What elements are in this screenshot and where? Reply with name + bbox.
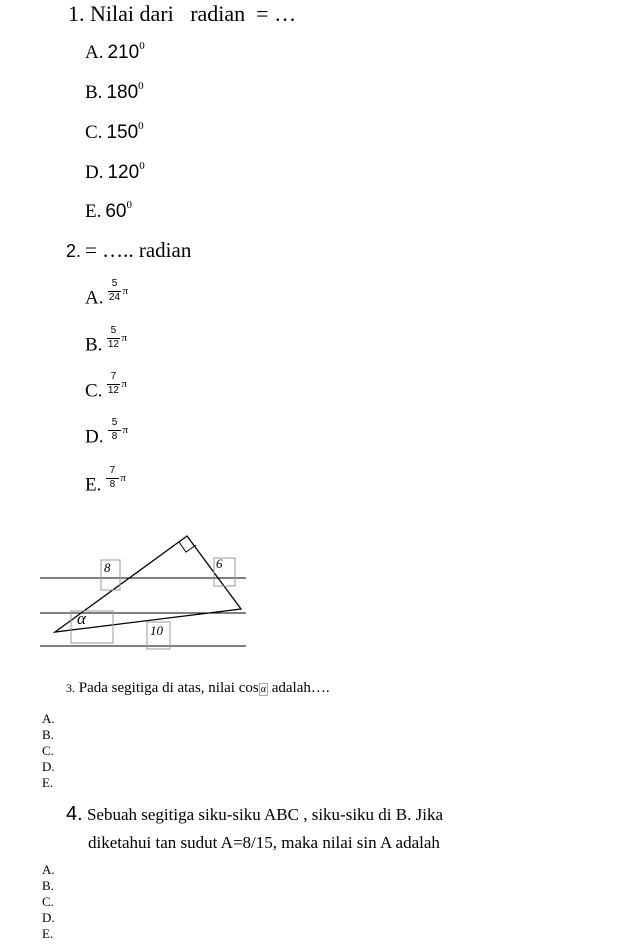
question-4-text-line-2: diketahui tan sudut A=8/15, maka nilai sin A adalah bbox=[88, 833, 440, 852]
numerator: 5 bbox=[110, 325, 117, 336]
degree-mark: 0 bbox=[126, 199, 132, 211]
degree-mark: 0 bbox=[139, 40, 145, 52]
denominator: 12 bbox=[107, 385, 119, 396]
q3-option-c[interactable]: C. bbox=[42, 743, 54, 758]
q1-option-value: 210 bbox=[107, 42, 140, 63]
question-4-line-1 bbox=[66, 803, 443, 826]
q2-option-c[interactable] bbox=[85, 372, 128, 403]
question-3-text: Pada segitiga di atas, nilai cos bbox=[78, 680, 259, 696]
q2-option-b[interactable] bbox=[85, 326, 128, 357]
question-4-text-line-1: Sebuah segitiga siku-siku ABC , siku-siku di B. Jika bbox=[86, 805, 443, 824]
question-3-text-end: adalah…. bbox=[267, 680, 330, 696]
question-4-number: 4. bbox=[66, 803, 83, 825]
q2-option-letter: D. bbox=[85, 426, 104, 448]
q3-option-d[interactable]: D. bbox=[42, 759, 55, 774]
q2-option-letter: C. bbox=[85, 380, 103, 402]
q1-option-e[interactable] bbox=[85, 199, 132, 223]
q2-option-letter: A. bbox=[85, 287, 104, 309]
q1-option-letter: B. bbox=[85, 82, 103, 103]
q1-option-c[interactable] bbox=[85, 120, 144, 144]
q2-option-e[interactable] bbox=[85, 466, 127, 497]
q1-option-b[interactable] bbox=[85, 80, 144, 104]
q4-option-c[interactable]: C. bbox=[42, 894, 54, 909]
q1-option-letter: C. bbox=[85, 122, 103, 143]
q2-option-d[interactable] bbox=[85, 418, 129, 449]
q3-option-b[interactable]: B. bbox=[42, 727, 54, 742]
numerator: 5 bbox=[111, 417, 118, 428]
question-3-number: 3. bbox=[66, 681, 75, 695]
q1-option-letter: E. bbox=[85, 201, 102, 222]
right-angle-marker bbox=[179, 542, 196, 552]
side-label-6: 6 bbox=[216, 556, 223, 571]
q1-option-a[interactable] bbox=[85, 40, 145, 64]
question-1-number: 1. bbox=[68, 1, 85, 26]
q1-option-value: 180 bbox=[106, 82, 139, 103]
pi-symbol: π bbox=[122, 285, 129, 297]
alpha-symbol: α bbox=[260, 684, 266, 695]
q1-option-value: 60 bbox=[105, 201, 127, 222]
q3-option-e[interactable]: E. bbox=[42, 775, 54, 790]
degree-mark: 0 bbox=[138, 80, 144, 92]
q1-option-value: 150 bbox=[106, 122, 139, 143]
denominator: 8 bbox=[109, 479, 116, 490]
question-1-prompt: Nilai dari radian = … bbox=[90, 1, 297, 26]
q2-option-letter: E. bbox=[85, 474, 102, 496]
q4-option-e[interactable]: E. bbox=[42, 926, 54, 941]
denominator: 24 bbox=[108, 292, 121, 303]
question-2-prompt: = ….. radian bbox=[85, 238, 192, 262]
question-2-header bbox=[66, 238, 191, 263]
triangle-figure bbox=[0, 525, 619, 655]
q3-options bbox=[42, 711, 55, 791]
q3-option-a[interactable]: A. bbox=[42, 711, 55, 726]
numerator: 5 bbox=[111, 278, 118, 289]
fraction bbox=[106, 326, 128, 352]
numerator: 7 bbox=[109, 465, 116, 476]
fraction bbox=[107, 418, 129, 444]
pi-symbol: π bbox=[121, 378, 127, 390]
pi-symbol: π bbox=[122, 424, 129, 436]
pi-symbol: π bbox=[121, 332, 127, 344]
q4-option-a[interactable]: A. bbox=[42, 862, 55, 877]
denominator: 12 bbox=[107, 339, 119, 350]
fraction bbox=[105, 466, 127, 492]
side-label-10: 10 bbox=[150, 623, 163, 638]
q1-option-letter: A. bbox=[85, 42, 104, 63]
degree-mark: 0 bbox=[139, 160, 145, 172]
q4-options bbox=[42, 862, 55, 942]
pi-symbol: π bbox=[120, 472, 126, 484]
q2-option-a[interactable] bbox=[85, 279, 129, 310]
q4-option-d[interactable]: D. bbox=[42, 910, 55, 925]
q4-option-b[interactable]: B. bbox=[42, 878, 54, 893]
fraction bbox=[106, 372, 128, 398]
fraction bbox=[107, 279, 129, 305]
angle-label-alpha: α bbox=[77, 609, 86, 628]
numerator: 7 bbox=[110, 371, 117, 382]
side-label-8: 8 bbox=[104, 560, 111, 575]
q1-option-d[interactable] bbox=[85, 160, 145, 184]
question-2-number: 2. bbox=[66, 241, 82, 261]
q2-option-letter: B. bbox=[85, 334, 103, 356]
degree-mark: 0 bbox=[138, 120, 144, 132]
q1-option-value: 120 bbox=[107, 162, 140, 183]
denominator: 8 bbox=[111, 431, 118, 442]
question-3 bbox=[66, 680, 330, 697]
question-1-header bbox=[68, 1, 296, 27]
q1-option-letter: D. bbox=[85, 162, 104, 183]
